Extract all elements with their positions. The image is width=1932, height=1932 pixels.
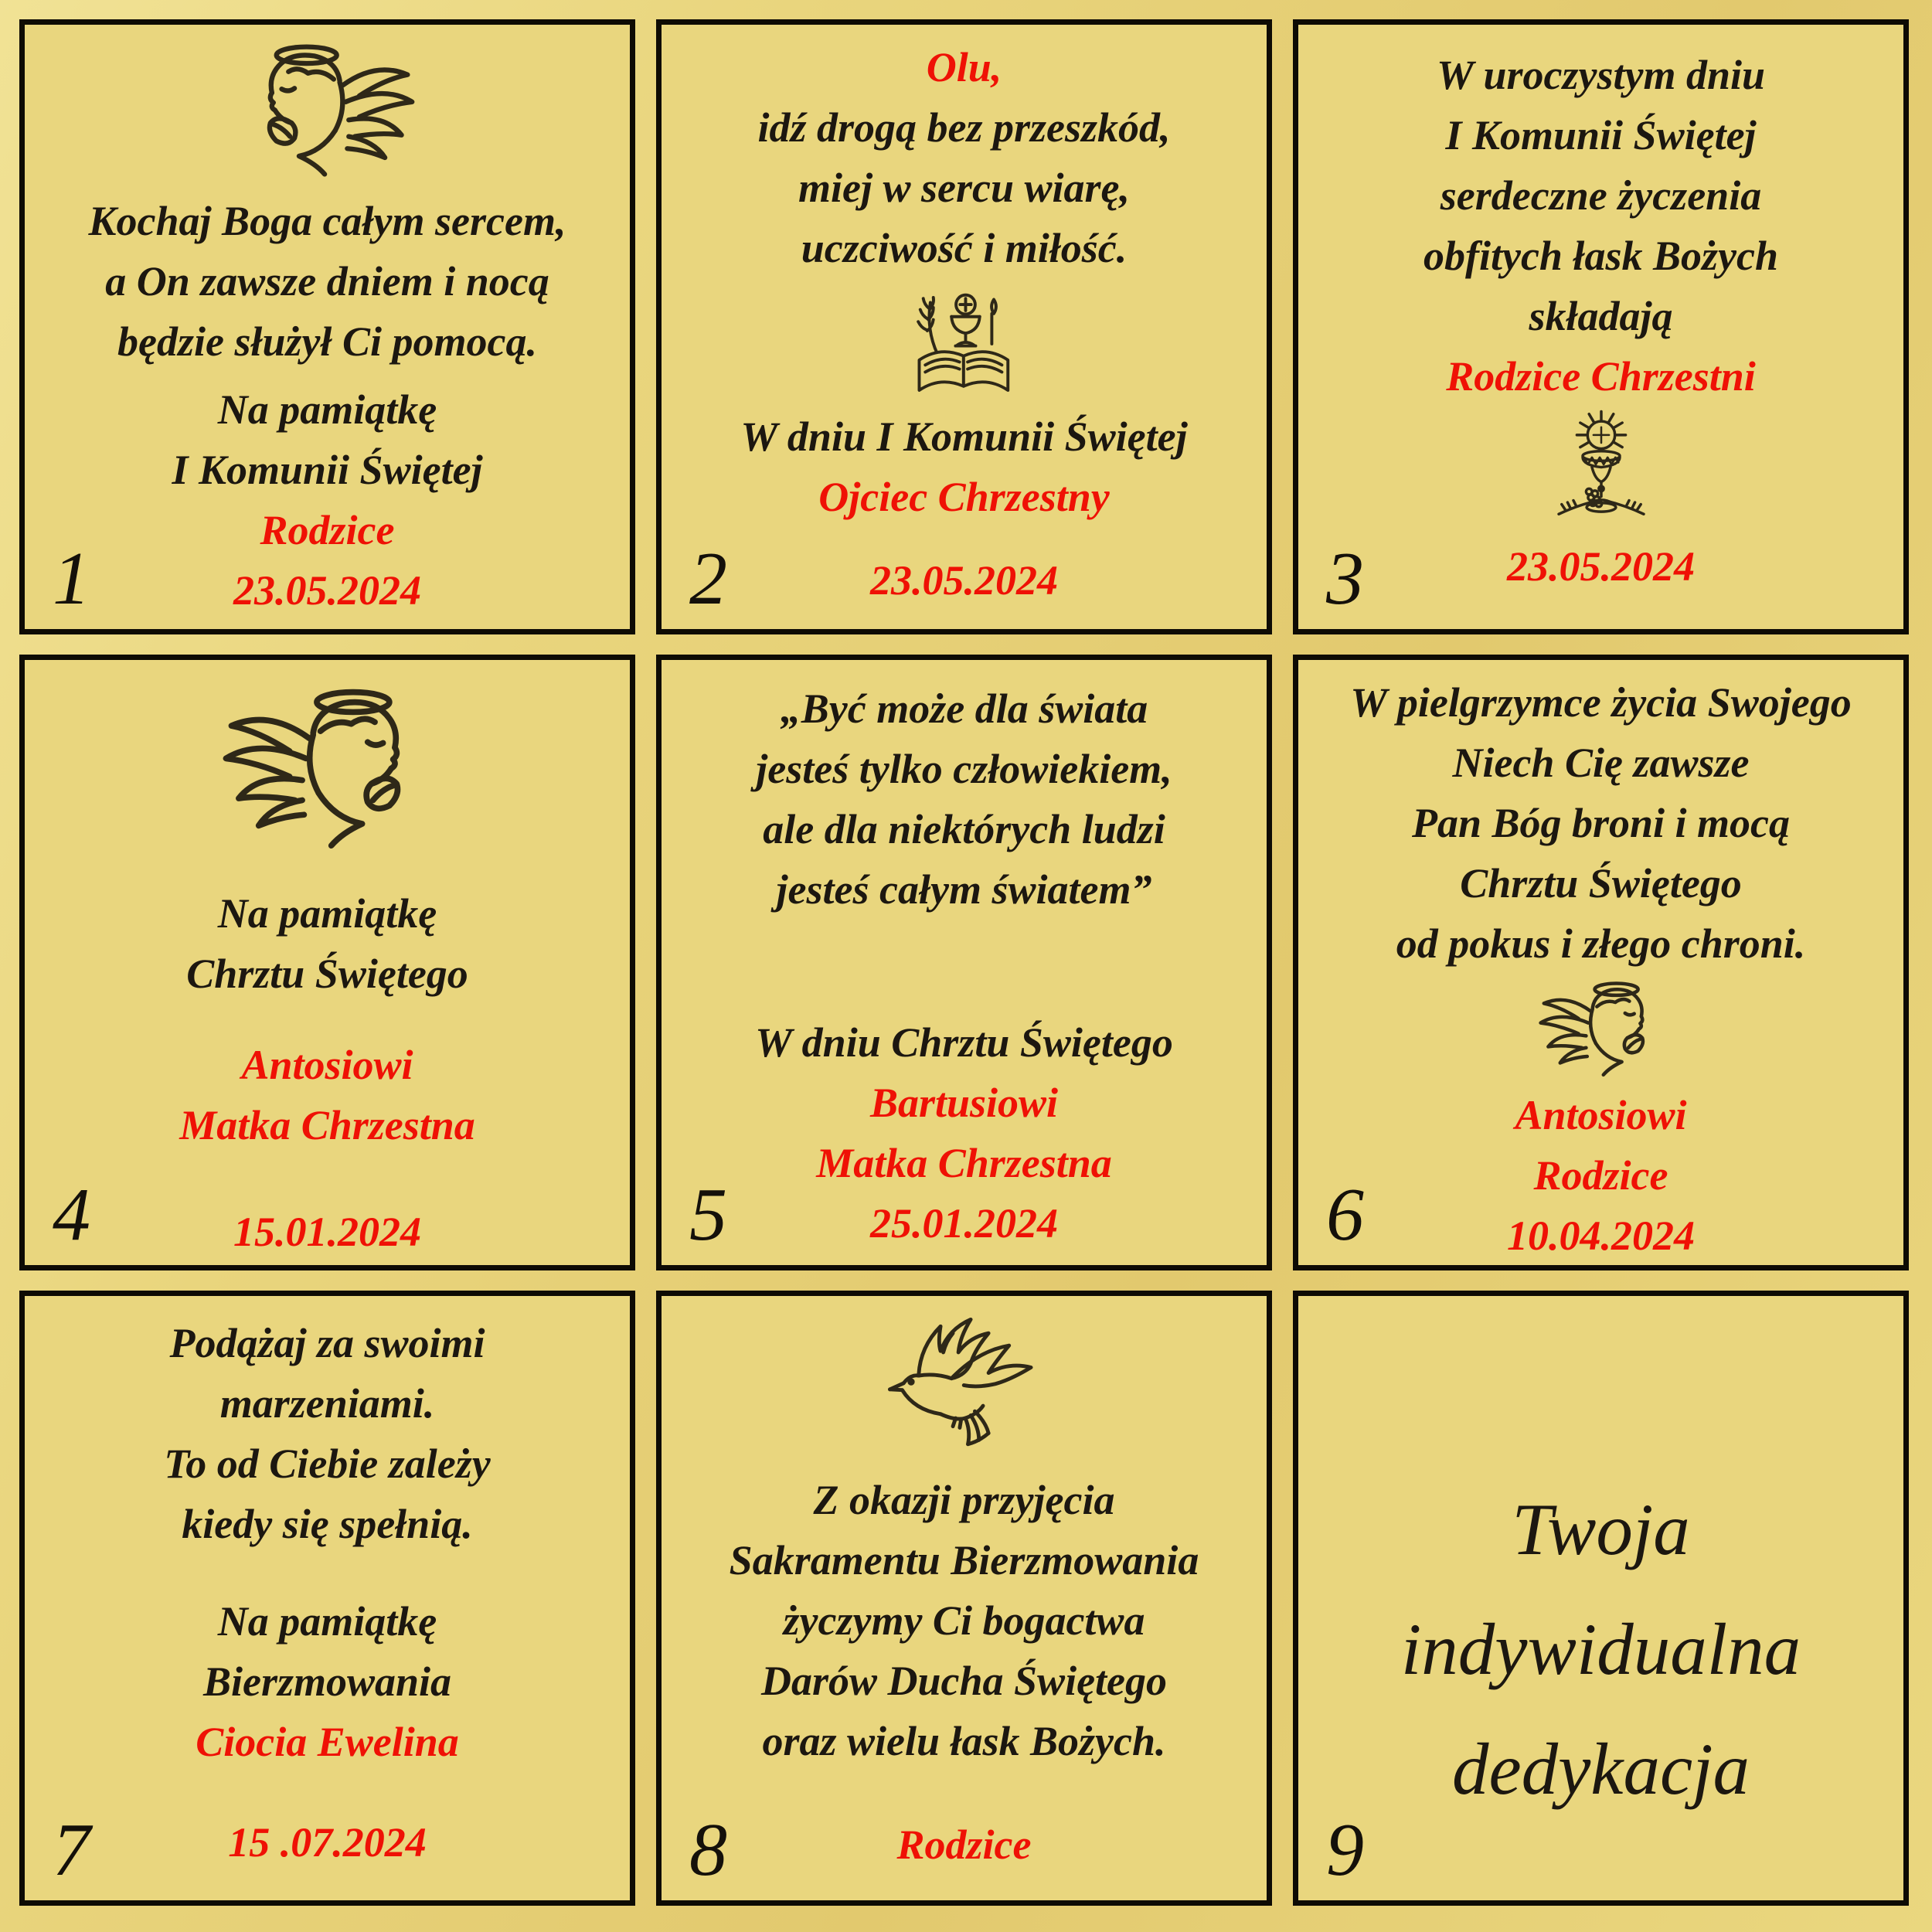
dedication-text (25, 1591, 630, 1712)
text-line: Podążaj za swoimi (169, 1319, 485, 1366)
sample-number: 9 (1326, 1808, 1364, 1892)
spacer (25, 1772, 630, 1812)
text-line: ale dla niektórych ludzi (763, 806, 1165, 853)
text-line: serdeczne życzenia (1440, 172, 1762, 219)
card-sample-3 (1293, 19, 1909, 634)
dedication-text (25, 379, 630, 500)
dedication-text (662, 679, 1267, 920)
personalization-text (662, 1073, 1267, 1257)
radiant-chalice-icon (1540, 410, 1662, 532)
text-line: To od Ciebie zależy (164, 1440, 491, 1487)
text-line: 15 .07.2024 (228, 1818, 427, 1866)
card-sample-4 (19, 655, 635, 1270)
card-content (662, 25, 1267, 611)
personalization-text (662, 1815, 1267, 1875)
text-line: 23.05.2024 (870, 557, 1058, 604)
dedication-text (1298, 45, 1903, 346)
personalization-text (25, 1035, 630, 1155)
text-line: Bartusiowi (869, 1080, 1059, 1127)
card-content (1298, 1296, 1903, 1829)
text-line: W pielgrzymce życia Swojego (1350, 679, 1852, 726)
personalization-text (25, 1712, 630, 1772)
text-line: 23.05.2024 (1507, 543, 1695, 590)
dedication-text (662, 1470, 1267, 1771)
text-line: Sakramentu Bierzmowania (729, 1536, 1199, 1583)
personalization-text (25, 1812, 630, 1872)
card-sample-5 (656, 655, 1272, 1270)
card-content (1298, 25, 1903, 597)
dedication-text (25, 883, 630, 1004)
spacer (25, 1155, 630, 1202)
text-line: idź drogą bez przeszkód, (757, 104, 1171, 151)
text-line: W dniu I Komunii Świętej (740, 413, 1188, 460)
text-line: Darów Ducha Świętego (760, 1657, 1168, 1704)
praying-angel-icon (219, 679, 437, 860)
dedication-text (25, 1313, 630, 1554)
text-line: Bierzmowania (202, 1658, 452, 1705)
text-line: marzeniami. (219, 1379, 435, 1427)
text-line: Matka Chrzestna (816, 1140, 1112, 1187)
text-line: oraz wielu łask Bożych. (762, 1717, 1166, 1764)
dedication-text (1298, 1470, 1903, 1829)
text-line: miej w sercu wiarę, (798, 165, 1130, 211)
text-line: I Komunii Świętej (172, 447, 483, 493)
text-line: Niech Cię zawsze (1452, 740, 1750, 787)
text-line: 10.04.2024 (1507, 1213, 1695, 1260)
sample-number: 7 (53, 1808, 90, 1892)
sample-number: 1 (53, 537, 90, 621)
text-line: 25.01.2024 (870, 1200, 1058, 1247)
text-line: życzymy Ci bogactwa (783, 1597, 1145, 1644)
personalization-text (25, 500, 630, 560)
text-line: dedykacja (1451, 1727, 1750, 1810)
card-content (1298, 660, 1903, 1266)
text-line: będzie służył Ci pomocą. (117, 318, 537, 365)
text-line: składają (1529, 293, 1673, 339)
text-line: Na pamiątkę (217, 890, 437, 937)
text-line: Rodzice (1533, 1152, 1668, 1199)
text-line: od pokus i złego chroni. (1396, 920, 1806, 968)
personalization-text (1298, 536, 1903, 597)
text-line: Kochaj Boga całym sercem, (88, 198, 566, 244)
praying-angel-icon (237, 36, 418, 186)
text-line: Pan Bóg broni i mocą (1411, 800, 1791, 847)
spacer (25, 372, 630, 379)
text-line: kiedy się spełnią. (182, 1500, 473, 1547)
text-line: jesteś całym światem” (776, 866, 1152, 913)
text-line: 23.05.2024 (233, 567, 421, 614)
text-line: Rodzice (260, 507, 395, 553)
sample-number: 6 (1326, 1172, 1364, 1257)
communion-set-icon (901, 284, 1027, 400)
dedication-text (662, 406, 1267, 467)
spacer (25, 1554, 630, 1591)
card-sample-7 (19, 1291, 635, 1906)
text-line: Rodzice Chrzestni (1446, 353, 1756, 400)
dove-icon (875, 1310, 1053, 1461)
card-sample-8 (656, 1291, 1272, 1906)
personalization-text (662, 550, 1267, 611)
spacer (662, 1771, 1267, 1815)
text-line: Z okazji przyjęcia (813, 1476, 1115, 1523)
dedication-text (662, 1012, 1267, 1073)
dedication-text (1298, 672, 1903, 974)
text-line: 15.01.2024 (233, 1209, 421, 1256)
personalization-text (662, 467, 1267, 527)
text-line: Matka Chrzestna (179, 1102, 475, 1149)
sample-number: 8 (689, 1808, 727, 1892)
text-line: Ciocia Ewelina (196, 1718, 459, 1765)
card-sample-6 (1293, 655, 1909, 1270)
card-sample-1 (19, 19, 635, 634)
dedication-text (662, 97, 1267, 278)
text-line: Na pamiątkę (217, 1597, 437, 1645)
text-line: Ojciec Chrzestny (818, 474, 1110, 520)
text-line: Antosiowi (1515, 1092, 1687, 1139)
text-line: Chrztu Świętego (1460, 860, 1742, 907)
card-content (25, 660, 630, 1262)
text-line: uczciwość i miłość. (801, 225, 1128, 271)
card-sample-9 (1293, 1291, 1909, 1906)
text-line: W uroczystym dniu (1436, 52, 1766, 98)
spacer (662, 920, 1267, 1012)
text-line: indywidualna (1400, 1607, 1801, 1690)
text-line: Na pamiątkę (217, 386, 437, 433)
sample-number: 3 (1326, 537, 1364, 621)
text-line: Rodzice (896, 1821, 1032, 1868)
card-sample-2 (656, 19, 1272, 634)
spacer (25, 1004, 630, 1035)
praying-angel-icon (1536, 975, 1666, 1083)
personalization-text (1298, 346, 1903, 406)
sample-number: 5 (689, 1172, 727, 1257)
card-content (662, 1296, 1267, 1875)
text-line: Chrztu Świętego (186, 951, 468, 998)
sample-number: 2 (689, 537, 727, 621)
text-line: W dniu Chrztu Świętego (755, 1019, 1173, 1066)
text-line: I Komunii Świętej (1445, 112, 1757, 158)
card-content (25, 1296, 630, 1872)
card-content (662, 660, 1267, 1257)
text-line: jesteś tylko człowiekiem, (756, 746, 1172, 793)
personalization-text (1298, 1085, 1903, 1266)
personalization-text (25, 1202, 630, 1262)
personalization-text (662, 37, 1267, 97)
text-line: „Być może dla świata (780, 685, 1148, 733)
text-line: a On zawsze dniem i nocą (105, 258, 549, 304)
text-line: obfitych łask Bożych (1423, 233, 1778, 279)
personalization-text (25, 560, 630, 621)
spacer (662, 527, 1267, 550)
card-content (25, 25, 630, 621)
sample-number: 4 (53, 1172, 90, 1257)
text-line: Olu, (926, 44, 1002, 90)
text-line: Twoja (1512, 1488, 1690, 1570)
dedication-text (25, 191, 630, 372)
text-line: Antosiowi (241, 1042, 413, 1089)
